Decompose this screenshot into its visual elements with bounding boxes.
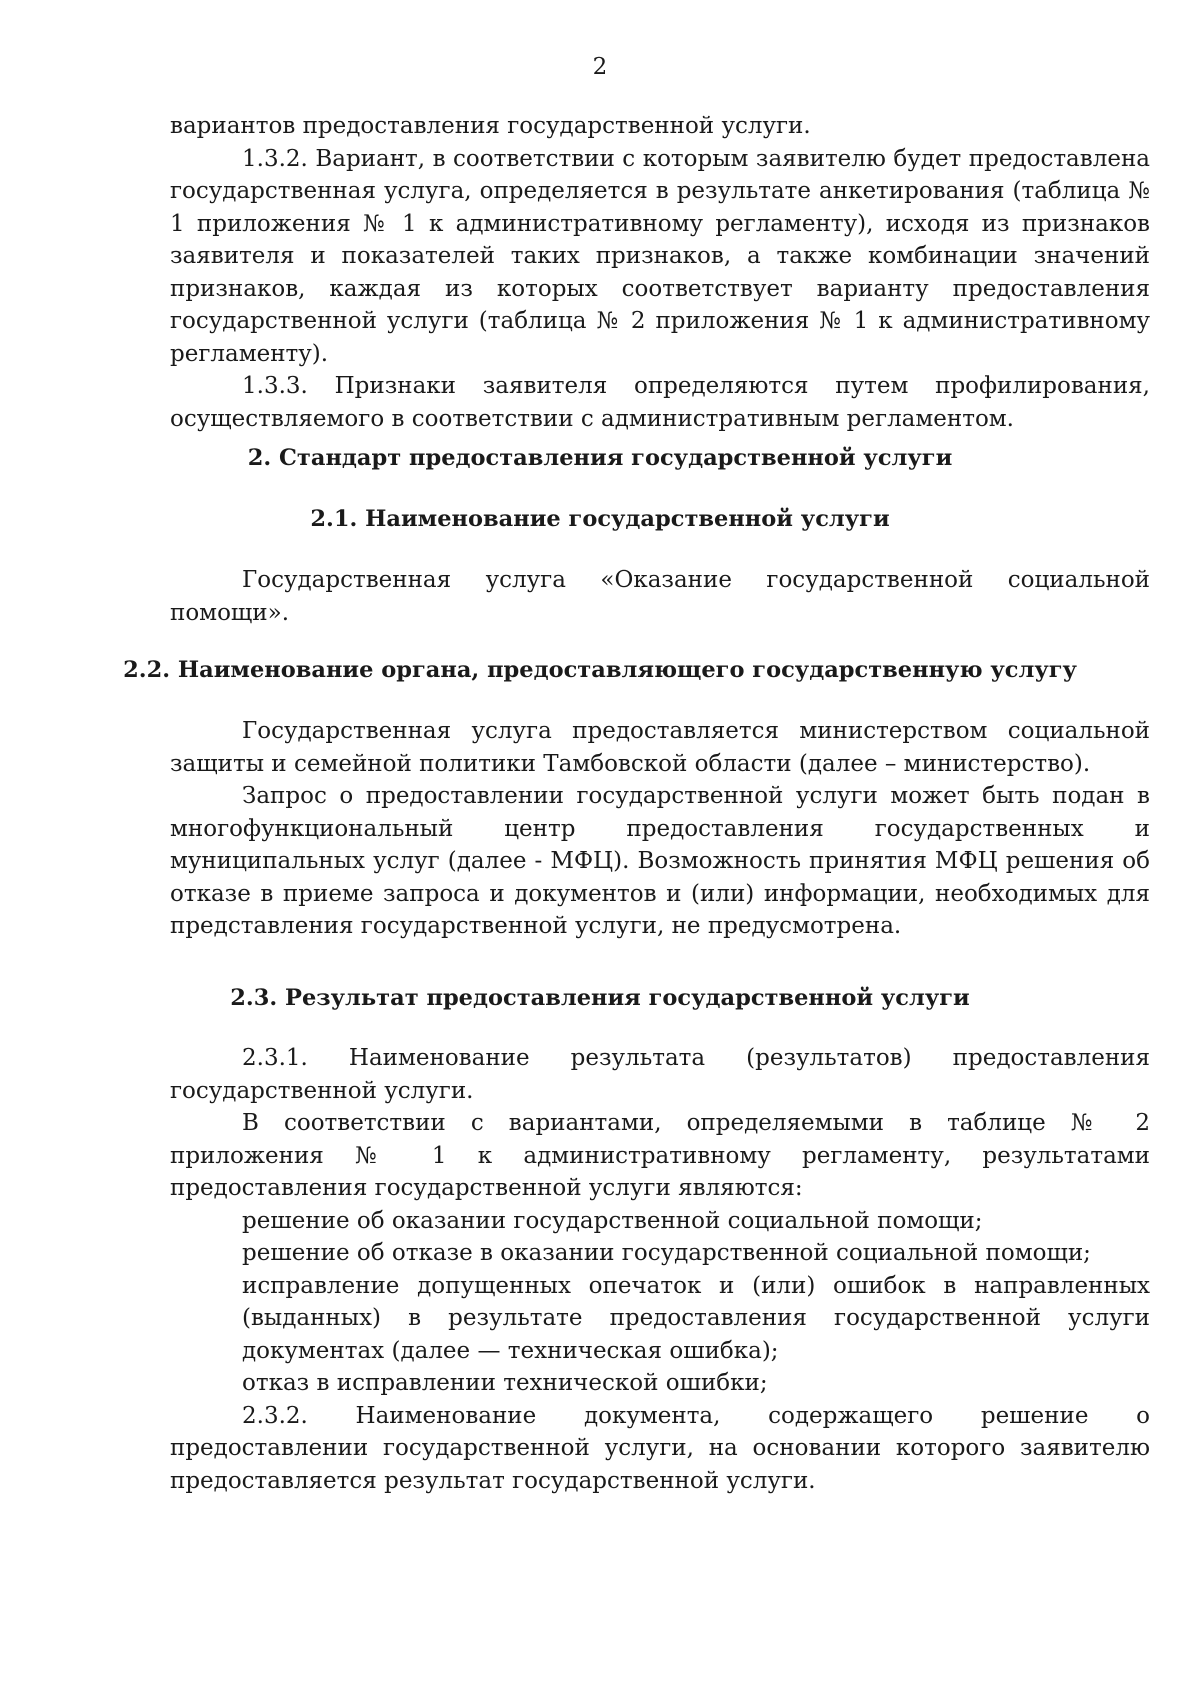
paragraph-2-1: Государственная услуга «Оказание государственной социальной помощи». bbox=[170, 567, 1150, 626]
heading-2-2: 2.2. Наименование органа, предоставляющего государственную услугу bbox=[123, 657, 1077, 683]
heading-section-2: 2. Стандарт предоставления государственной услуги bbox=[247, 445, 953, 471]
section-1-3-tail bbox=[170, 110, 1150, 435]
list-item: исправление допущенных опечаток и (или) ошибок в направленных (выданных) в результате предоставления государственной услуги документах (далее — техническая ошибка); bbox=[242, 1272, 1150, 1364]
paragraph: вариантов предоставления государственной услуги. bbox=[170, 113, 811, 139]
section-2-3-body bbox=[170, 1042, 1150, 1497]
list-item: решение об отказе в оказании государственной социальной помощи; bbox=[242, 1240, 1091, 1266]
list-item: отказ в исправлении технической ошибки; bbox=[242, 1370, 768, 1396]
heading-2-1: 2.1. Наименование государственной услуги bbox=[310, 506, 890, 532]
paragraph-2-3-1: 2.3.1. Наименование результата (результатов) предоставления государственной услуги. bbox=[170, 1045, 1150, 1104]
paragraph-2-3-2: 2.3.2. Наименование документа, содержащего решение о предоставлении государственной услуги, на основании которого заявителю предоставляется результат государственной услуги. bbox=[170, 1402, 1150, 1494]
paragraph-1-3-2: 1.3.2. Вариант, в соответствии с которым заявителю будет предоставлена государственная услуга, определяется в результате анкетирования (таблица № 1 приложения № 1 к административному регламенту), исходя из признаков заявителя и показателей таких признаков, а также комбинации значений признаков, каждая из которых соответствует варианту предоставления государственной услуги (таблица № 2 приложения № 1 к административному регламенту). bbox=[170, 145, 1150, 367]
paragraph-2-2-organ: Государственная услуга предоставляется министерством социальной защиты и семейной политики Тамбовской области (далее – министерство). bbox=[170, 718, 1150, 777]
section-2-1-body bbox=[170, 564, 1150, 629]
page-number: 2 bbox=[592, 54, 608, 80]
paragraph-1-3-3: 1.3.3. Признаки заявителя определяются путем профилирования, осуществляемого в соответствии с административным регламентом. bbox=[170, 373, 1150, 432]
heading-2-3: 2.3. Результат предоставления государственной услуги bbox=[230, 985, 970, 1011]
section-2-2-body bbox=[170, 715, 1150, 943]
paragraph-2-2-mfc: Запрос о предоставлении государственной услуги может быть подан в многофункциональный центр предоставления государственных и муниципальных услуг (далее - МФЦ). Возможность принятия МФЦ решения об отказе в приеме запроса и документов и (или) информации, необходимых для представления государственной услуги, не предусмотрена. bbox=[170, 783, 1150, 939]
paragraph-results-intro: В соответствии с вариантами, определяемыми в таблице № 2 приложения № 1 к административному регламенту, результатами предоставления государственной услуги являются: bbox=[170, 1110, 1150, 1201]
list-item: решение об оказании государственной социальной помощи; bbox=[242, 1207, 983, 1234]
